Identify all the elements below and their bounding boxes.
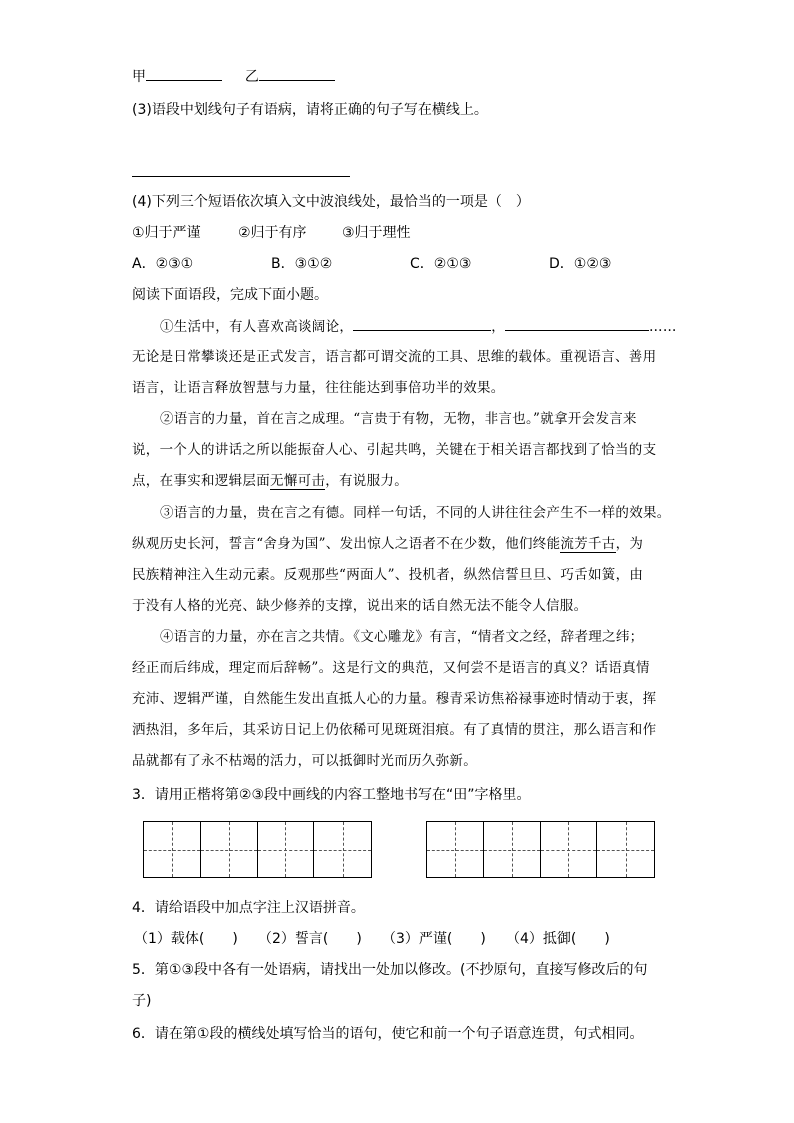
p3-line-1: ③语言的力量，贵在言之有德。同样一句话，不同的人讲往往会产生不一样的效果。	[160, 505, 671, 521]
phrase-1: ①归于严谨	[132, 225, 201, 241]
p3-line-4: 于没有人格的光亮、缺少修养的支撑，说出来的话自然无法不能令人信服。	[132, 598, 588, 614]
pinyin-1[interactable]: （1）载体( )	[134, 931, 238, 947]
choice-c[interactable]: C．②①③	[410, 256, 472, 272]
tian-grid-right[interactable]	[426, 821, 655, 878]
answer-line-3[interactable]	[132, 176, 350, 177]
p2-text-end: ，有说服力。	[325, 473, 409, 489]
question-6: 6．请在第①段的横线处填写恰当的语句，使它和前一个句子语意连贯，句式相同。	[132, 1026, 644, 1042]
question-5-line-2: 子)	[132, 993, 152, 1009]
p3-text: 纵观历史长河，誓言“舍身为国”、发出惊人之语者不在少数，他们终能	[132, 536, 561, 552]
choice-d[interactable]: D．①②③	[549, 256, 612, 272]
p3-line-3: 民族精神注入生动元素。反观那些“两面人”、投机者，纵然信誓旦旦、巧舌如簧，由	[132, 567, 644, 583]
p1-blank-1[interactable]	[353, 316, 491, 331]
p2-line-3	[132, 471, 408, 491]
choice-b[interactable]: B．③①②	[271, 256, 333, 272]
tian-cell[interactable]	[201, 822, 258, 877]
p3-line-2	[132, 534, 643, 554]
phrase-3: ③归于理性	[342, 225, 411, 241]
tian-cell[interactable]	[427, 822, 484, 877]
p4-line-2: 经正而后纬成，理定而后辞畅”。这是行文的典范，又何尝不是语言的真义？话语真情	[132, 660, 650, 676]
p4-line-1: ④语言的力量，亦在言之共情。《文心雕龙》有言，“情者文之经，辞者理之纬；	[160, 629, 644, 645]
tian-grid-left[interactable]	[143, 821, 372, 878]
p1-line-1	[160, 316, 677, 337]
sub-question-3: (3)语段中划线句子有语病，请将正确的句子写在横线上。	[132, 102, 488, 118]
pinyin-3[interactable]: （3）严谨( )	[382, 931, 486, 947]
pinyin-2[interactable]: （2）誓言( )	[258, 931, 362, 947]
p2-text: 点，在事实和逻辑层面	[132, 473, 270, 489]
tian-cell[interactable]	[144, 822, 201, 877]
p1-comma: ，	[491, 319, 506, 335]
p4-line-5: 品就都有了永不枯竭的活力，可以抵御时光而历久弥新。	[132, 753, 477, 769]
pinyin-list	[134, 929, 610, 949]
p1-line-3: 语言，让语言释放智慧与力量，往往能达到事倍功半的效果。	[132, 380, 505, 396]
jia-blank[interactable]	[146, 66, 222, 81]
underlined-phrase-2: 流芳千古	[560, 536, 616, 552]
p1-start: ①生活中，有人喜欢高谈阔论，	[160, 319, 354, 335]
p2-line-1: ②语言的力量，首在言之成理。“言贵于有物，无物，非言也。”就拿开会发言来	[160, 411, 637, 427]
tian-cell[interactable]	[314, 822, 371, 877]
reading-intro: 阅读下面语段，完成下面小题。	[132, 287, 328, 303]
question-5-line-1: 5．第①③段中各有一处语病，请找出一处加以修改。(不抄原句，直接写修改后的句	[132, 962, 648, 978]
p1-ellipsis: ……	[649, 319, 677, 335]
answer-line-jia-yi	[132, 66, 335, 87]
p1-blank-2[interactable]	[505, 316, 649, 331]
underlined-phrase-1: 无懈可击	[270, 473, 326, 489]
tian-cell[interactable]	[541, 822, 598, 877]
sub-question-4: (4)下列三个短语依次填入文中波浪线处，最恰当的一项是（ ）	[132, 194, 530, 210]
p1-line-2: 无论是日常攀谈还是正式发言，语言都可谓交流的工具、思维的载体。重视语言、善用	[132, 349, 657, 365]
tian-cell[interactable]	[258, 822, 315, 877]
tian-cell[interactable]	[597, 822, 654, 877]
yi-blank[interactable]	[259, 66, 335, 81]
choice-a[interactable]: A．②③①	[132, 256, 194, 272]
yi-label: 乙	[244, 69, 259, 85]
p4-line-3: 充沛、逻辑严谨，自然能生发出直抵人心的力量。穆青采访焦裕禄事迹时情动于衷，挥	[132, 691, 657, 707]
p3-text-end: ，为	[615, 536, 644, 552]
pinyin-4[interactable]: （4）抵御( )	[506, 931, 610, 947]
phrase-2: ②归于有序	[238, 225, 307, 241]
question-3: 3．请用正楷将第②③段中画线的内容工整地书写在“田”字格里。	[132, 787, 531, 803]
tian-cell[interactable]	[484, 822, 541, 877]
jia-label: 甲	[132, 69, 146, 85]
choice-list	[132, 254, 611, 274]
phrase-list	[132, 223, 411, 243]
p2-line-2: 说，一个人的讲话之所以能振奋人心、引起共鸣，关键在于相关语言都找到了恰当的支	[132, 442, 657, 458]
question-4: 4．请给语段中加点字注上汉语拼音。	[132, 900, 365, 916]
p4-line-4: 洒热泪，多年后，其采访日记上仍依稀可见斑斑泪痕。有了真情的贯注，那么语言和作	[132, 722, 657, 738]
